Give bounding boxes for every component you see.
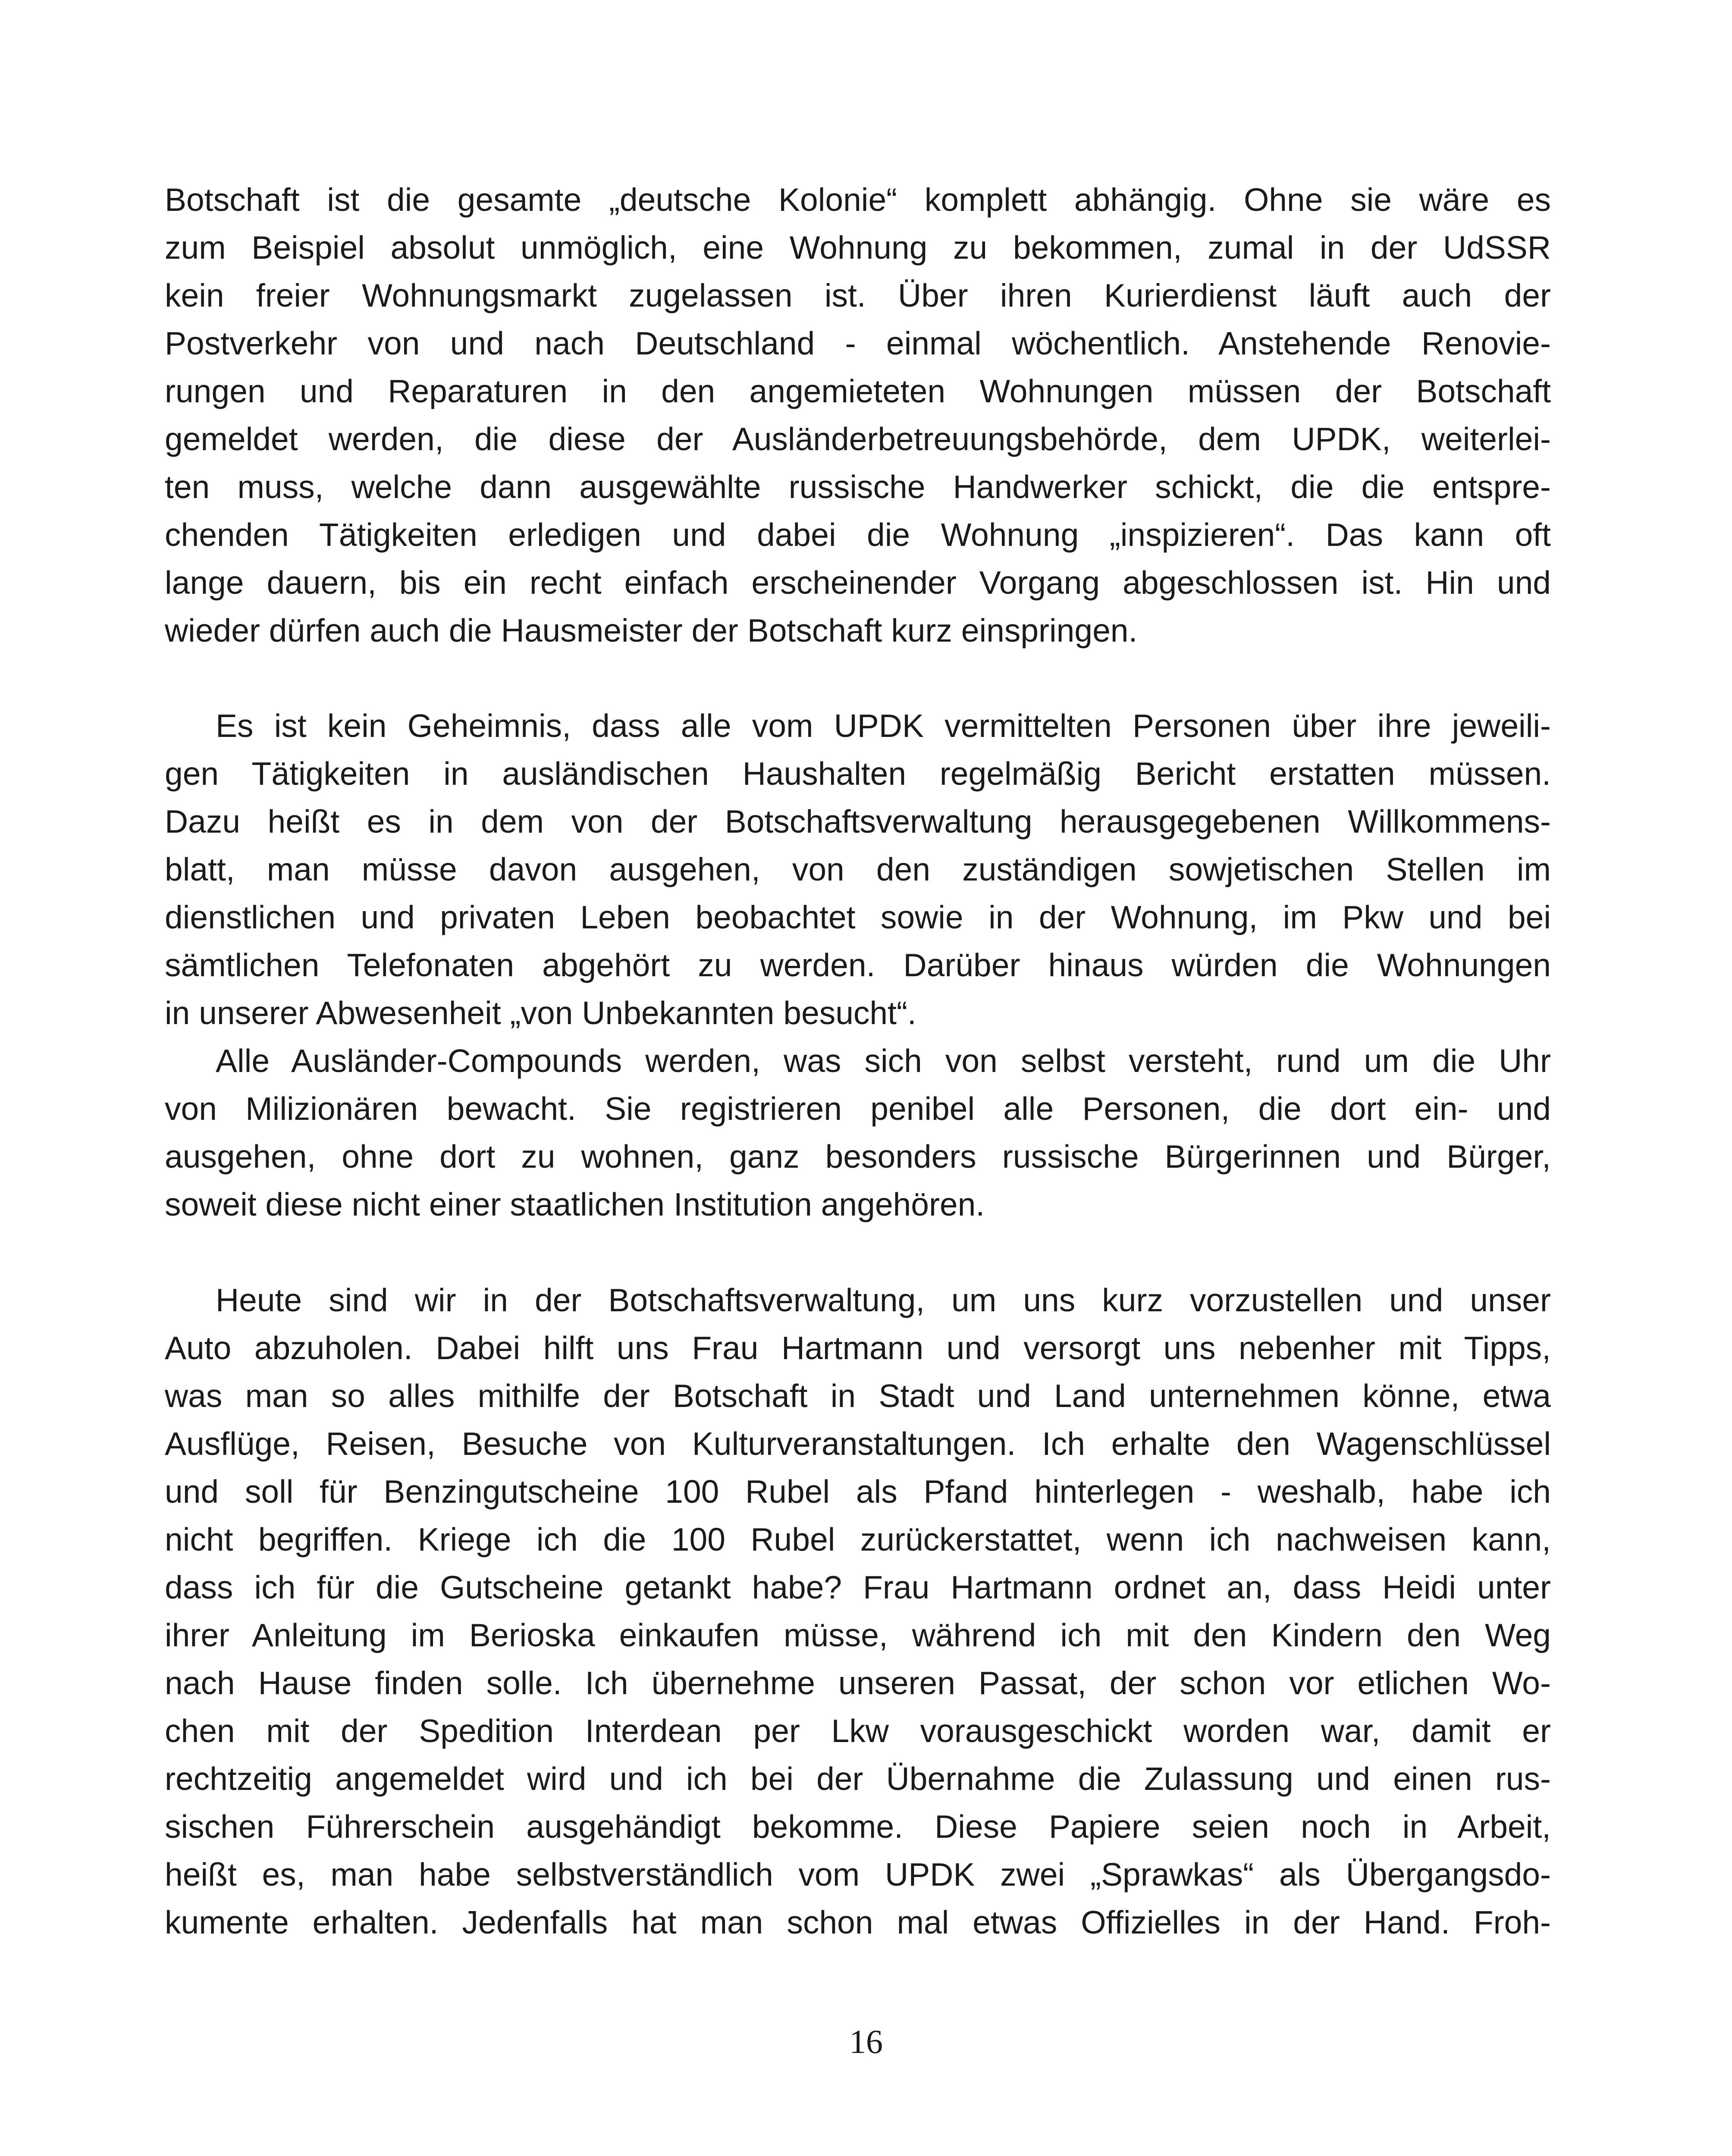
paragraph-line: chen mit der Spedition Interdean per Lkw vorausgeschickt worden war, damit er — [165, 1713, 1551, 1749]
paragraph-line: und soll für Benzingutscheine 100 Rubel als Pfand hinterlegen - weshalb, habe ich — [165, 1473, 1551, 1510]
paragraph-line: dass ich für die Gutscheine getankt habe? Frau Hartmann ordnet an, dass Heidi unter — [165, 1569, 1551, 1605]
paragraph-line: Auto abzuholen. Dabei hilft uns Frau Hartmann und versorgt uns nebenher mit Tipps, — [165, 1330, 1551, 1366]
paragraph-line: Postverkehr von und nach Deutschland - einmal wöchentlich. Anstehende Renovie- — [165, 325, 1551, 361]
paragraph-line: sämtlichen Telefonaten abgehört zu werden. Darüber hinaus würden die Wohnungen — [165, 947, 1551, 983]
paragraph-3 — [165, 1037, 1551, 1228]
paragraph-line: blatt, man müsse davon ausgehen, von den zuständigen sowjetischen Stellen im — [165, 851, 1551, 887]
paragraph-line: ausgehen, ohne dort zu wohnen, ganz besonders russische Bürgerinnen und Bürger, — [165, 1138, 1551, 1175]
paragraph-line: kumente erhalten. Jedenfalls hat man schon mal etwas Offizielles in der Hand. Froh- — [165, 1904, 1551, 1940]
paragraph-line: sischen Führerschein ausgehändigt bekomme. Diese Papiere seien noch in Arbeit, — [165, 1808, 1551, 1845]
paragraph-line: soweit diese nicht einer staatlichen Institution angehören. — [165, 1186, 985, 1222]
paragraph-line: Alle Ausländer-Compounds werden, was sich von selbst versteht, rund um die Uhr — [216, 1043, 1551, 1079]
paragraph-line: dienstlichen und privaten Leben beobachtet sowie in der Wohnung, im Pkw und bei — [165, 899, 1551, 935]
paragraph-line: gemeldet werden, die diese der Ausländerbetreuungsbehörde, dem UPDK, weiterlei- — [165, 421, 1551, 457]
page-number: 16 — [849, 2023, 883, 2060]
paragraph-line: chenden Tätigkeiten erledigen und dabei die Wohnung „inspizieren“. Das kann oft — [165, 517, 1551, 553]
paragraph-line: Heute sind wir in der Botschaftsverwaltung, um uns kurz vorzustellen und unser — [216, 1282, 1551, 1318]
paragraph-line: ten muss, welche dann ausgewählte russische Handwerker schickt, die die entspre- — [165, 469, 1551, 505]
paragraph-line: gen Tätigkeiten in ausländischen Haushalten regelmäßig Bericht erstatten müssen. — [165, 755, 1551, 792]
paragraph-line: zum Beispiel absolut unmöglich, eine Wohnung zu bekommen, zumal in der UdSSR — [165, 229, 1551, 266]
paragraph-line: ihrer Anleitung im Berioska einkaufen müsse, während ich mit den Kindern den Weg — [165, 1617, 1551, 1653]
paragraph-line: lange dauern, bis ein recht einfach erscheinender Vorgang abgeschlossen ist. Hin und — [165, 564, 1551, 601]
paragraph-line: Botschaft ist die gesamte „deutsche Kolonie“ komplett abhängig. Ohne sie wäre es — [165, 182, 1551, 218]
paragraph-line: in unserer Abwesenheit „von Unbekannten besucht“. — [165, 995, 916, 1031]
paragraph-line: Ausflüge, Reisen, Besuche von Kulturveranstaltungen. Ich erhalte den Wagenschlüssel — [165, 1426, 1551, 1462]
paragraph-2 — [165, 702, 1551, 1037]
paragraph-line: rechtzeitig angemeldet wird und ich bei der Übernahme die Zulassung und einen rus- — [165, 1761, 1551, 1797]
paragraph-line: wieder dürfen auch die Hausmeister der Botschaft kurz einspringen. — [165, 612, 1138, 649]
paragraph-line: rungen und Reparaturen in den angemieteten Wohnungen müssen der Botschaft — [165, 373, 1551, 409]
paragraph-line: Dazu heißt es in dem von der Botschaftsverwaltung herausgegebenen Willkommens- — [165, 803, 1551, 840]
paragraph-line: heißt es, man habe selbstverständlich vom UPDK zwei „Sprawkas“ als Übergangsdo- — [165, 1856, 1551, 1893]
paragraph-line: nach Hause finden solle. Ich übernehme unseren Passat, der schon vor etlichen Wo- — [165, 1665, 1551, 1701]
paragraph-line: von Milizionären bewacht. Sie registrieren penibel alle Personen, die dort ein- und — [165, 1091, 1551, 1127]
paragraph-line: was man so alles mithilfe der Botschaft in Stadt und Land unternehmen könne, etwa — [165, 1378, 1551, 1414]
paragraph-line: nicht begriffen. Kriege ich die 100 Rubel zurückerstattet, wenn ich nachweisen kann, — [165, 1521, 1551, 1557]
paragraph-4 — [165, 1276, 1551, 1946]
paragraph-line: Es ist kein Geheimnis, dass alle vom UPDK vermittelten Personen über ihre jeweili- — [216, 708, 1551, 744]
paragraph-line: kein freier Wohnungsmarkt zugelassen ist. Über ihren Kurierdienst läuft auch der — [165, 277, 1551, 313]
paragraph-1 — [165, 176, 1551, 655]
